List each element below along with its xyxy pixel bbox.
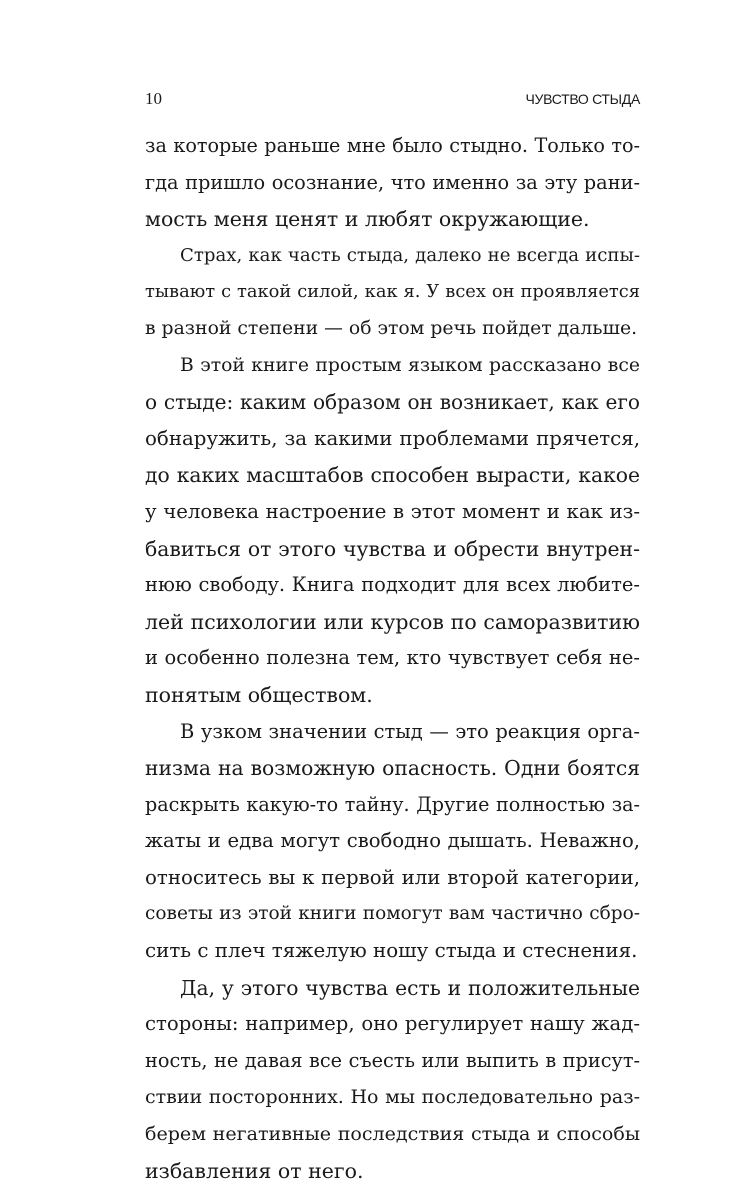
paragraph [145,348,640,714]
paragraph [145,970,640,1190]
text-line: о стыде: каким образом он возникает, как его [145,390,640,415]
text-line: относитесь вы к первой или второй категории, [145,865,640,889]
text-line: избавления от него. [145,1158,364,1183]
text-line: ствии посторонних. Но мы последовательно раз- [145,1086,640,1109]
text-line: низма на возможную опасность. Одни боятся [145,756,640,781]
text-line: В этой книге простым языком рассказано все [180,354,640,376]
text-line: до каких масштабов способен вырасти, какое [145,463,640,488]
text-line: бавиться от этого чувства и обрести внутрен- [145,536,640,561]
text-line: берем негативные последствия стыда и способы [145,1123,640,1146]
text-line: мость меня ценят и любят окружающие. [145,207,590,232]
text-line: и особенно полезна тем, кто чувствует себя не- [145,646,640,670]
text-line: лей психологии или курсов по саморазвитию [145,609,640,634]
text-line: В узком значении стыд — это реакция орга- [180,719,640,743]
text-line: жаты и едва могут свободно дышать. Неважно, [145,829,640,853]
text-line: за которые раньше мне было стыдно. Только то- [145,134,640,157]
paragraph [145,714,640,970]
text-line: в разной степени — об этом речь пойдет дальше. [145,317,638,339]
text-line: тывают с такой силой, как я. У всех он проявляется [145,281,640,303]
page-number: 10 [145,89,162,108]
body-text [145,128,640,1189]
text-line: советы из этой книги помогут вам частично сбро- [145,903,640,925]
paragraph [145,128,640,238]
running-head: ЧУВСТВО СТЫДА [525,91,640,107]
text-line: раскрыть какую-то тайну. Другие полностью за- [145,792,640,816]
text-line: Да, у этого чувства есть и положительные [180,975,640,1000]
text-line: нюю свободу. Книга подходит для всех любите- [145,573,640,597]
text-line: стороны: например, оно регулирует нашу жад- [145,1012,640,1036]
text-line: ность, не давая все съесть или выпить в присут- [145,1048,640,1072]
text-line: гда пришло осознание, что именно за эту рани- [145,170,640,194]
text-line: сить с плеч тяжелую ношу стыда и стеснения. [145,939,638,963]
text-line: у человека настроение в этот момент и как из- [145,499,640,523]
text-line: Страх, как часть стыда, далеко не всегда испы- [180,244,640,266]
paragraph [145,238,640,348]
text-line: понятым обществом. [145,682,373,707]
text-line: обнаружить, за какими проблемами прячется, [145,426,640,450]
